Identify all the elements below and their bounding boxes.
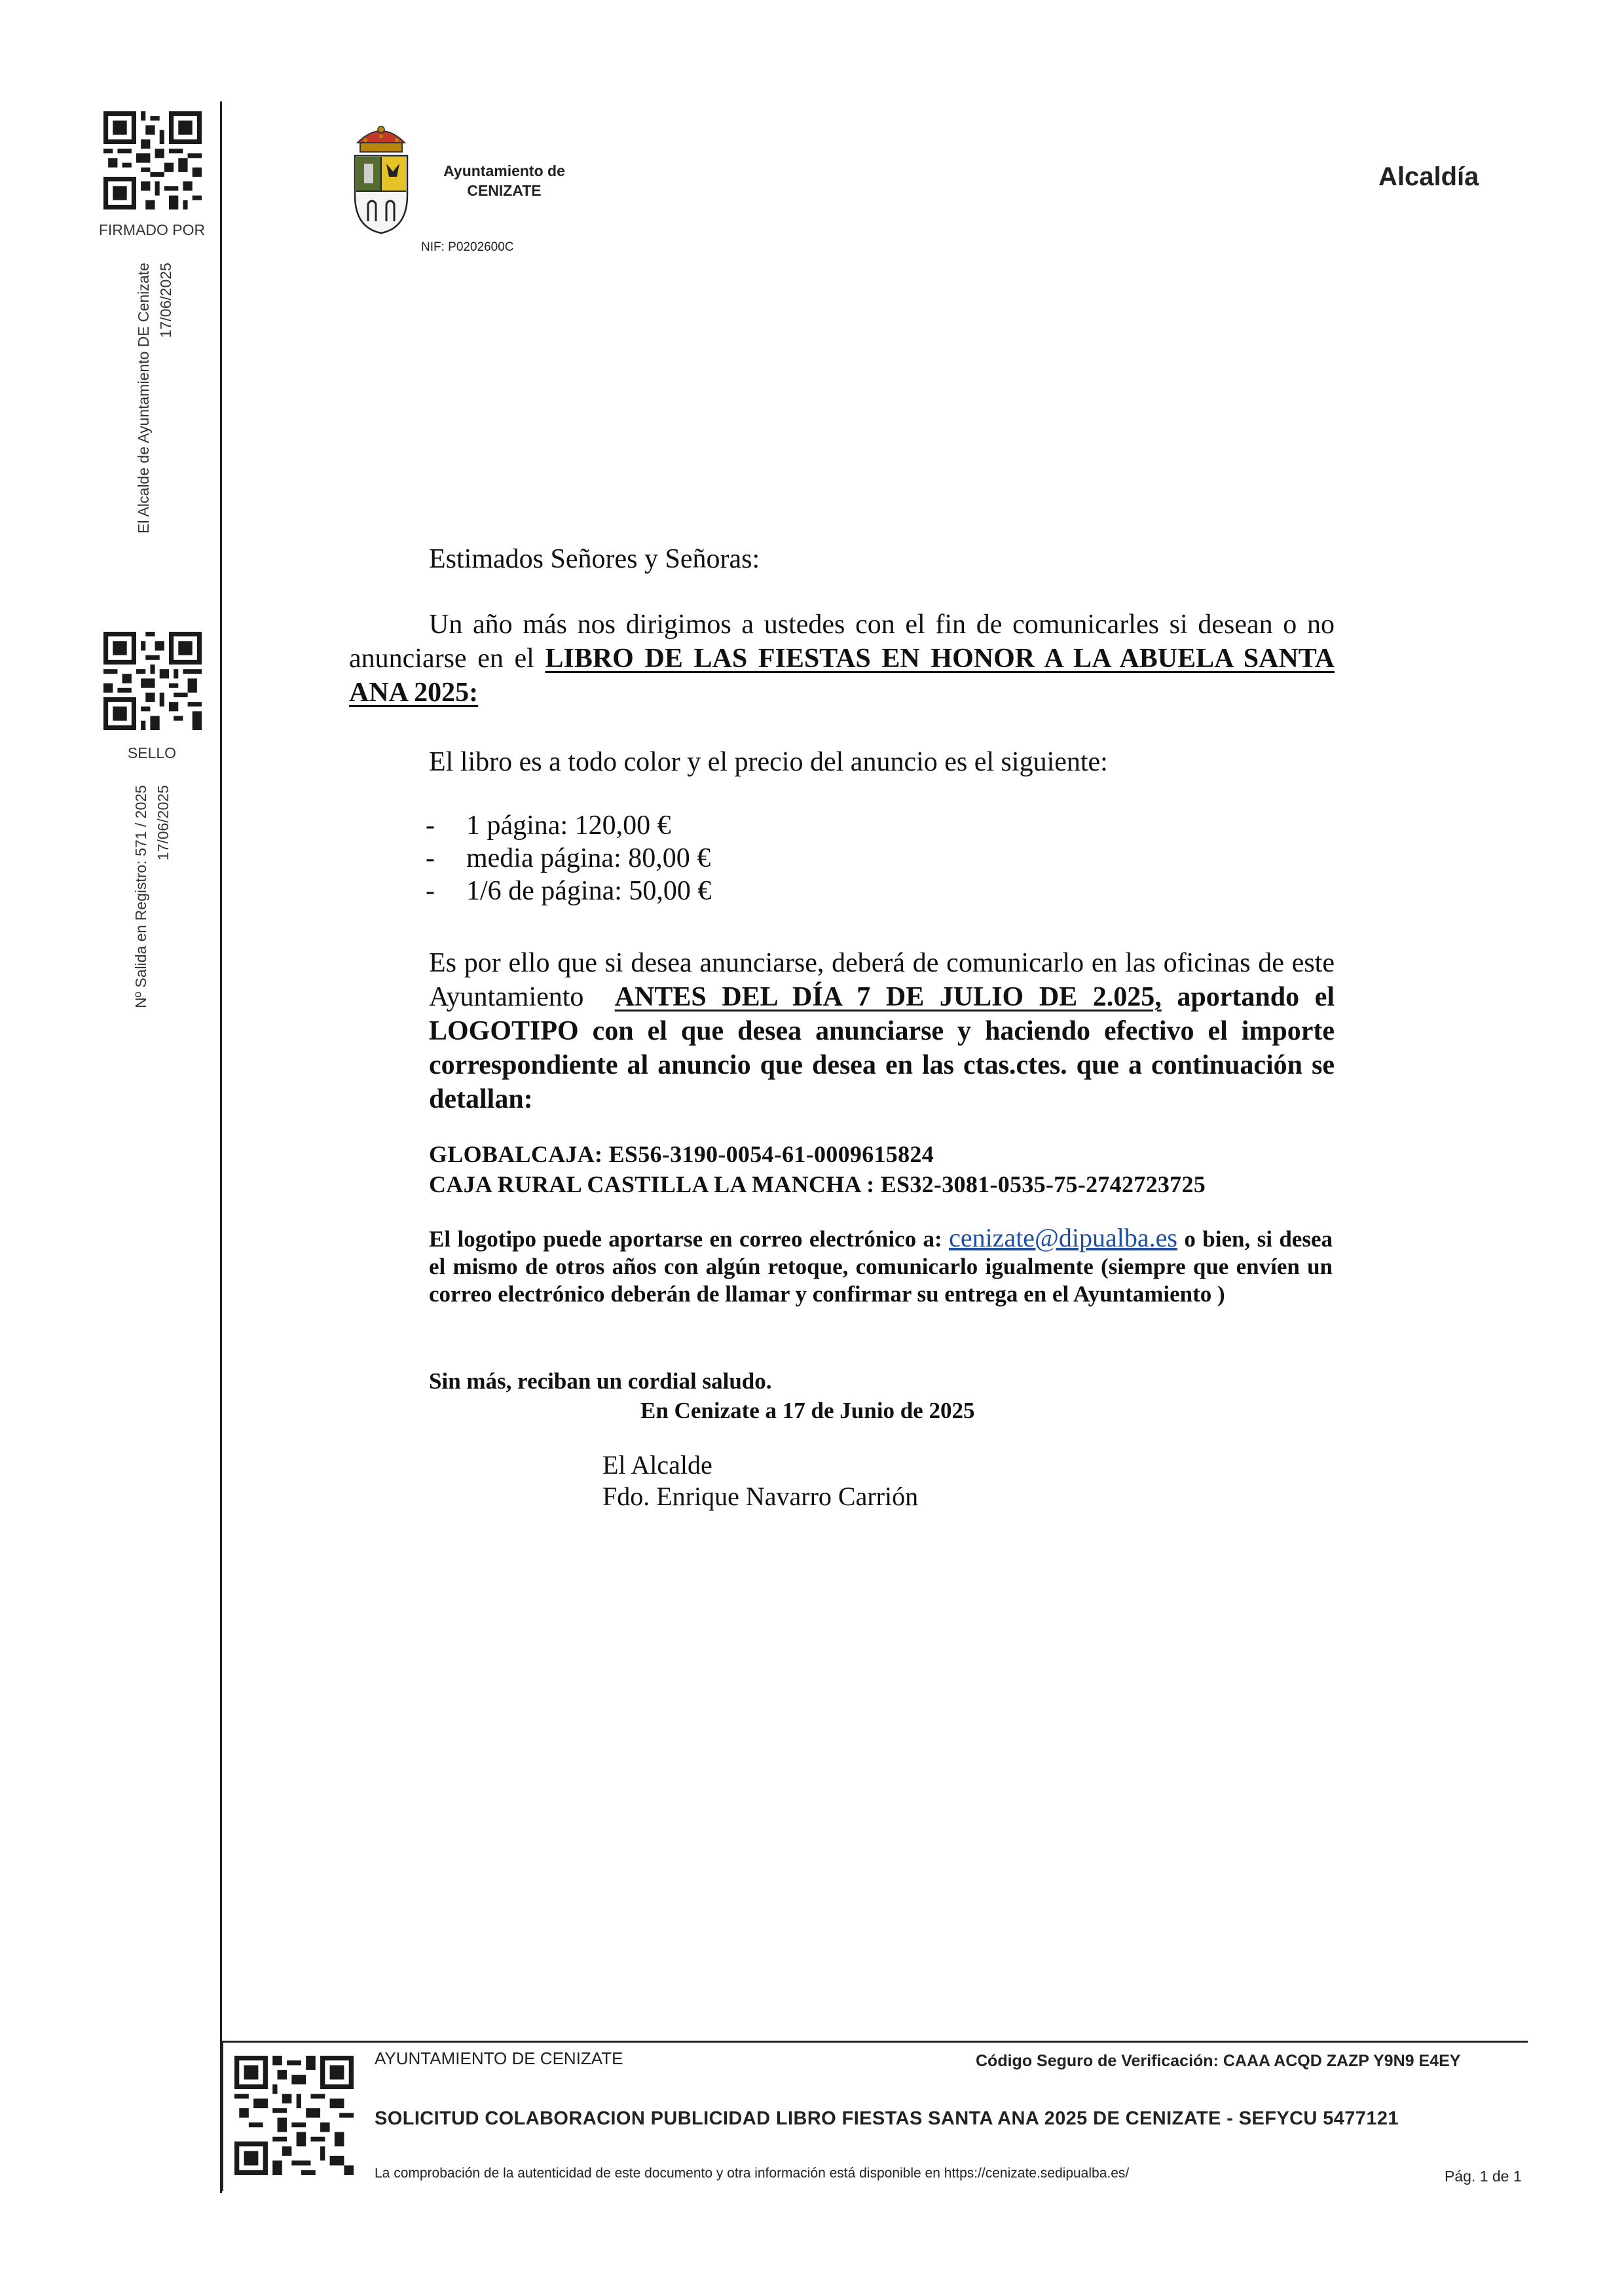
intro-text: Un año más nos dirigimos a ustedes con el fin de comunicarles si desean o no anunciarse en el bbox=[349, 610, 1335, 674]
price-text: 1 página: 120,00 € bbox=[466, 811, 671, 841]
intro-paragraph bbox=[349, 608, 1335, 710]
tax-id: NIF: P0202600C bbox=[421, 240, 514, 254]
signer-line: El Alcalde de Ayuntamiento DE Cenizate bbox=[135, 263, 152, 534]
organization-name bbox=[432, 161, 576, 200]
seal-qr-code[interactable] bbox=[103, 632, 202, 730]
deadline-paragraph bbox=[429, 946, 1335, 1116]
department-title: Alcaldía bbox=[1378, 162, 1479, 191]
signer-title: El Alcalde bbox=[602, 1450, 712, 1480]
seal-label: SELLO bbox=[127, 744, 177, 761]
margin-divider bbox=[220, 101, 222, 2193]
signature-qr-code[interactable] bbox=[103, 111, 202, 210]
book-info: El libro es a todo color y el precio del anuncio es el siguiente: bbox=[429, 747, 1108, 777]
book-title: LIBRO DE LAS FIESTAS EN HONOR A LA ABUELA SANTA ANA 2025: bbox=[349, 644, 1335, 708]
price-list bbox=[426, 809, 711, 907]
coat-of-arms-icon bbox=[348, 123, 414, 234]
place-date: En Cenizate a 17 de Junio de 2025 bbox=[640, 1398, 975, 1423]
deadline-rest: aportando el LOGOTIPO con el que desea anunciarse y haciendo efectivo el importe correspondiente al anuncio que desea en las ctas.ctes. que a continuación se detallan: bbox=[429, 982, 1335, 1114]
registry-date: 17/06/2025 bbox=[155, 785, 172, 861]
price-bullet: - bbox=[426, 876, 435, 906]
document-title: SOLICITUD COLABORACION PUBLICIDAD LIBRO FIESTAS SANTA ANA 2025 DE CENIZATE - SEFYCU 5477121 bbox=[375, 2108, 1399, 2129]
price-text: media página: 80,00 € bbox=[466, 843, 711, 873]
logo-text-after: o bien, si desea el mismo de otros años con algún retoque, comunicarlo igualmente (siempre que envíen un correo electrónico deberán de llamar y confirmar su entrega en el Ayuntamiento ) bbox=[429, 1226, 1333, 1307]
bank-accounts bbox=[429, 1139, 1206, 1199]
footer-organization: AYUNTAMIENTO DE CENIZATE bbox=[375, 2049, 623, 2068]
logo-instructions bbox=[429, 1224, 1333, 1308]
signer-date: 17/06/2025 bbox=[157, 263, 174, 338]
signature-block bbox=[602, 1449, 1084, 1512]
logo-text-before: El logotipo puede aportarse en correo electrónico a: bbox=[429, 1226, 942, 1252]
document-qr-code[interactable] bbox=[234, 2056, 354, 2175]
price-item bbox=[426, 842, 711, 875]
price-bullet: - bbox=[426, 811, 435, 841]
price-text: 1/6 de página: 50,00 € bbox=[466, 876, 712, 906]
verification-note: La comprobación de la autenticidad de este documento y otra información está disponible en https://cenizate.sedipualba.es/ bbox=[375, 2166, 1130, 2181]
organization-line1: Ayuntamiento de bbox=[443, 162, 565, 179]
price-item bbox=[426, 809, 711, 842]
deadline-text: Es por ello que si desea anunciarse, deberá de comunicarlo en las oficinas de este Ayuntamiento bbox=[429, 948, 1335, 1012]
greeting: Estimados Señores y Señoras: bbox=[429, 544, 760, 574]
signer-name: Fdo. Enrique Navarro Carrión bbox=[602, 1482, 919, 1511]
registry-stamp-text bbox=[130, 785, 174, 1008]
signer-stamp-text bbox=[132, 263, 177, 534]
page-number: Pág. 1 de 1 bbox=[1445, 2168, 1522, 2185]
bank-account-globalcaja: GLOBALCAJA: ES56-3190-0054-61-0009615824 bbox=[429, 1141, 934, 1167]
registry-number: Nº Salida en Registro: 571 / 2025 bbox=[132, 785, 149, 1008]
organization-line2: CENIZATE bbox=[467, 182, 542, 199]
price-bullet: - bbox=[426, 843, 435, 873]
contact-email-link[interactable]: cenizate@dipualba.es bbox=[949, 1223, 1177, 1252]
footer-left-rule bbox=[221, 2041, 223, 2191]
price-item bbox=[426, 875, 711, 907]
signed-by-label: FIRMADO POR bbox=[98, 221, 206, 238]
closing: Sin más, reciban un cordial saludo. bbox=[429, 1368, 772, 1394]
deadline-date: ANTES DEL DÍA 7 DE JULIO DE 2.025, bbox=[614, 982, 1162, 1012]
verification-code: Código Seguro de Verificación: CAAA ACQD ZAZP Y9N9 E4EY bbox=[976, 2052, 1461, 2070]
footer-divider bbox=[221, 2041, 1528, 2043]
bank-account-caja-rural: CAJA RURAL CASTILLA LA MANCHA : ES32-3081-0535-75-2742723725 bbox=[429, 1171, 1206, 1197]
